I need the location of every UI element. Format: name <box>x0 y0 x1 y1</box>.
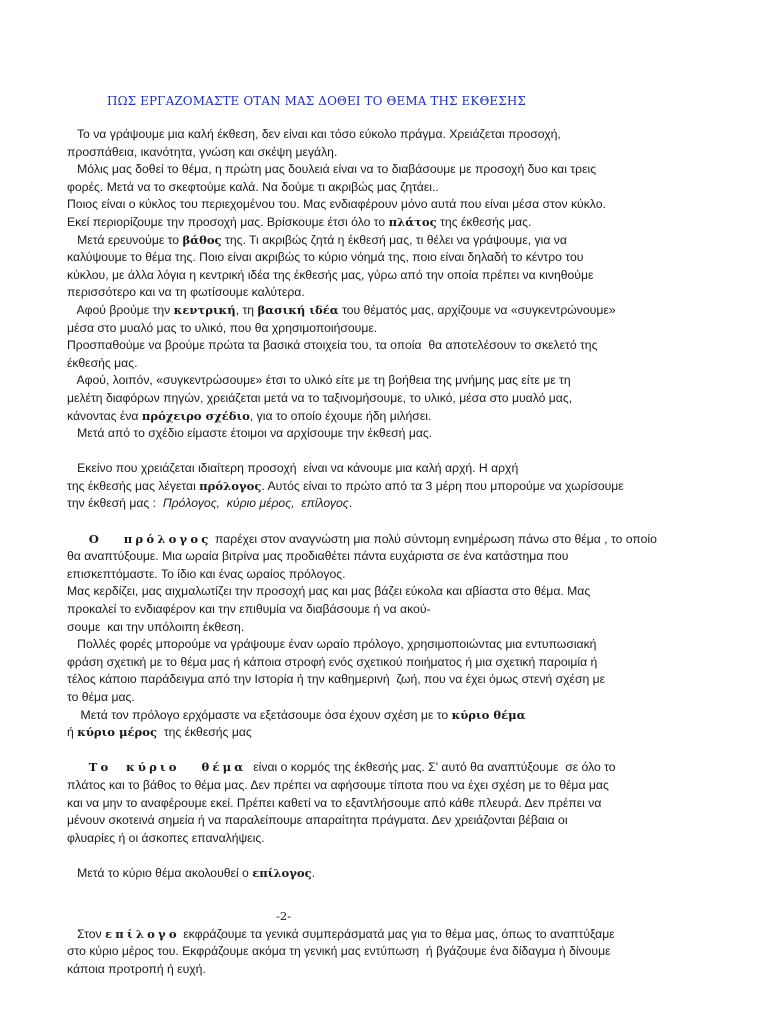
text-span: . Αυτός είναι το πρώτο από τα 3 μέρη που μπορούμε να χωρίσουμε <box>261 478 624 493</box>
text-line: Εκείνο που χρειάζεται ιδιαίτερη προσοχή είναι να κάνουμε μια καλή αρχή. Η αρχή <box>67 461 519 476</box>
text-line: και να μην το αναφέρουμε εκεί. Πρέπει καθετί να το εξαντλήσουμε από κάθε πλευρά. Δεν πρέπει να <box>67 795 602 810</box>
text-line: μέσα στο μυαλό μας το υλικό, που θα χρησιμοποιήσουμε. <box>67 320 378 335</box>
text-span: εκφράζουμε τα γενικά συμπεράσματά μας για το θέμα μας, όπως το αναπτύξαμε <box>179 926 615 941</box>
text-line: φράση σχετική με το θέμα μας ή κάποια στροφή ενός σχετικού ποιήματος ή μια σχετική παροιμία ή <box>67 654 598 669</box>
section-heading-epilogos: επίλογο <box>105 926 180 941</box>
text-line: το θέμα μας. <box>67 690 135 704</box>
section-heading-prologos: Ο πρόλογος <box>67 531 212 546</box>
paragraph-gap <box>67 900 687 908</box>
text-line: πλάτος και το βάθος το θέμα μας. Δεν πρέπει να αφήσουμε τίποτα που να έχει σχέση με το θέμα μας <box>67 777 609 792</box>
text-line: μελέτη διαφόρων πηγών, χρειάζεται μετά να το ταξινομήσουμε, το υλικό, μέσα στο μυαλό μας, <box>67 390 573 405</box>
text-span: , για το οποίο έχουμε ήδη μιλήσει. <box>249 408 432 423</box>
text-line <box>67 865 687 883</box>
text-span: κάνοντας ένα <box>67 408 142 423</box>
text-line: Πολλές φορές μπορούμε να γράψουμε έναν ωραίο πρόλογο, χρησιμοποιώντας μια εντυπωσιακή <box>67 637 597 652</box>
document-title: ΠΩΣ ΕΡΓΑΖΟΜΑΣΤΕ ΟΤΑΝ ΜΑΣ ΔΟΘΕΙ ΤΟ ΘΕΜΑ ΤΗΣ ΕΚΘΕΣΗΣ <box>107 94 527 108</box>
text-line <box>67 478 687 496</box>
text-span: ή <box>67 725 78 740</box>
bold-term-kyrio-thema: κύριο θέμα <box>451 707 526 722</box>
text-line: τέλος κάποιο παράδειγμα από την Ιστορία ή την καθημερινή ζωή, που να έχει όμως στενή σχέση με <box>67 672 606 687</box>
text-line: σουμε και την υπόλοιπη έκθεση. <box>67 619 245 634</box>
text-line: Μας κερδίζει, μας αιχμαλωτίζει την προσοχή μας και μας βάζει εύκολα και αβίαστα στο θέμα. Μας <box>67 584 591 599</box>
bold-term-vasiki-idea: βασική ιδέα <box>257 302 339 317</box>
text-span: της έκθεσής μας <box>157 725 252 740</box>
text-line <box>67 926 687 944</box>
text-line: Προσπαθούμε να βρούμε πρώτα τα βασικά στοιχεία του, τα οποία θα αποτελέσουν το σκελετό της <box>67 338 598 353</box>
bold-term-prologos: πρόλογος <box>199 478 262 493</box>
text-span: . <box>348 496 353 511</box>
text-line <box>67 724 687 742</box>
text-line: Αφού, λοιπόν, «συγκεντρώσουμε» έτσι το υλικό είτε με τη βοήθεια της μνήμης μας είτε με τη <box>67 373 571 388</box>
text-line: Το να γράψουμε μια καλή έκθεση, δεν είναι και τόσο εύκολο πράγμα. Χρειάζεται προσοχή, <box>67 127 561 141</box>
text-line <box>67 531 687 549</box>
text-line <box>67 759 687 777</box>
text-line: προκαλεί το ενδιαφέρον και την επιθυμία να διαβάσουμε ή να ακού- <box>67 602 431 617</box>
text-line <box>67 495 687 513</box>
section-heading-kyrio-thema: Το κύριο θέμα <box>67 760 247 775</box>
page-number: -2- <box>276 909 292 924</box>
document-body <box>67 126 687 979</box>
text-line: επισκεπτόμαστε. Το ίδιο και ένας ωραίος πρόλογος. <box>67 566 346 581</box>
text-line: Ποιος είναι ο κύκλος του περιεχομένου του. Μας ενδιαφέρουν μόνο αυτά που είναι μέσα στον κύκλο. <box>67 197 606 212</box>
text-line <box>67 214 687 232</box>
text-line: προσπάθεια, ικανότητα, γνώση και σκέψη μεγάλη. <box>67 144 338 159</box>
bold-term-epilogos: επίλογος <box>252 865 312 880</box>
text-line: φορές. Μετά να το σκεφτούμε καλά. Να δούμε τι ακριβώς μας ζητάει.. <box>67 179 439 194</box>
text-span: της. Τι ακριβώς ζητά η έκθεσή μας, τι θέλει να γράψουμε, για να <box>221 232 567 247</box>
text-line: μένουν σκοτεινά σημεία ή να παραλείπουμε απαραίτητα πράγματα. Δεν χρειάζονται βέβαια οι <box>67 813 568 828</box>
text-line: κύκλου, με άλλα λόγια η κεντρική ιδέα της έκθεσής μας, γύρω από την οποία πρέπει να κινηθούμε <box>67 267 594 282</box>
text-span: . <box>311 865 316 880</box>
text-span: είναι ο κορμός της έκθεσής μας. Σ' αυτό θα αναπτύξουμε σε όλο το <box>246 760 616 775</box>
bold-term-kentriki: κεντρική <box>173 302 236 317</box>
text-line: στο κύριο μέρος του. Εκφράζουμε ακόμα τη γενική μας εντύπωση ή βγάζουμε ένα δίδαγμα ή δίνουμε <box>67 944 611 959</box>
bold-term-proxeiro-sxedio: πρόχειρο σχέδιο <box>141 408 250 423</box>
text-line <box>67 408 687 426</box>
paragraph-gap <box>67 883 687 901</box>
text-line: φλυαρίες ή οι άσκοπες επαναλήψεις. <box>67 830 265 845</box>
text-line: έκθεσής μας. <box>67 355 138 370</box>
paragraph-gap <box>67 742 687 760</box>
text-line: Μόλις μας δοθεί το θέμα, η πρώτη μας δουλειά είναι να το διαβάσουμε με προσοχή δυο και τρεις <box>67 162 597 177</box>
text-span: Μετά τον πρόλογο ερχόμαστε να εξετάσουμε όσα έχουν σχέση με το <box>67 707 452 722</box>
bold-term-platos: πλάτος <box>388 214 437 229</box>
text-span: της έκθεσής μας λέγεται <box>67 478 200 493</box>
text-span: την έκθεσή μας : <box>67 496 163 511</box>
text-line: Μετά από το σχέδιο είμαστε έτοιμοι να αρχίσουμε την έκθεσή μας. <box>67 426 433 441</box>
text-span: Στον <box>67 926 106 941</box>
text-span: Μετά το κύριο θέμα ακολουθεί ο <box>67 865 253 880</box>
text-line: καλύψουμε το θέμα της. Ποιο είναι ακριβώς το κύριο νόημά της, ποιο είναι δηλαδή το κέντρο του <box>67 250 584 265</box>
text-span: της έκθεσής μας. <box>436 214 532 229</box>
bold-term-kyrio-meros: κύριο μέρος <box>77 725 158 740</box>
paragraph-gap <box>67 847 687 865</box>
paragraph-gap <box>67 513 687 531</box>
text-span: Αφού βρούμε την <box>67 302 174 317</box>
text-line <box>67 232 687 250</box>
text-span: , τη <box>235 302 258 317</box>
text-span: Μετά ερευνούμε το <box>67 232 183 247</box>
text-span: του θέματός μας, αρχίζουμε να «συγκεντρώνουμε» <box>338 302 616 317</box>
text-line: περισσότερο και να τη φωτίσουμε καλύτερα. <box>67 285 305 300</box>
text-line <box>67 302 687 320</box>
text-line: κάποια προτροπή ή ευχή. <box>67 961 206 976</box>
text-line <box>67 707 687 725</box>
page-number-line <box>67 908 687 926</box>
text-span: παρέχει στον αναγνώστη μια πολύ σύντομη ενημέρωση πάνω στο θέμα , το οποίο <box>211 531 657 546</box>
text-line: θα αναπτύξουμε. Μια ωραία βιτρίνα μας προδιαθέτει πάντα ευχάριστα σε ένα κατάστημα που <box>67 549 569 564</box>
italic-parts-list: Πρόλογος, κύριο μέρος, επίλογος <box>162 496 349 511</box>
text-span: Εκεί περιορίζουμε την προσοχή μας. Βρίσκουμε έτσι όλο το <box>67 214 389 229</box>
bold-term-vathos: βάθος <box>182 232 222 247</box>
paragraph-gap <box>67 443 687 461</box>
